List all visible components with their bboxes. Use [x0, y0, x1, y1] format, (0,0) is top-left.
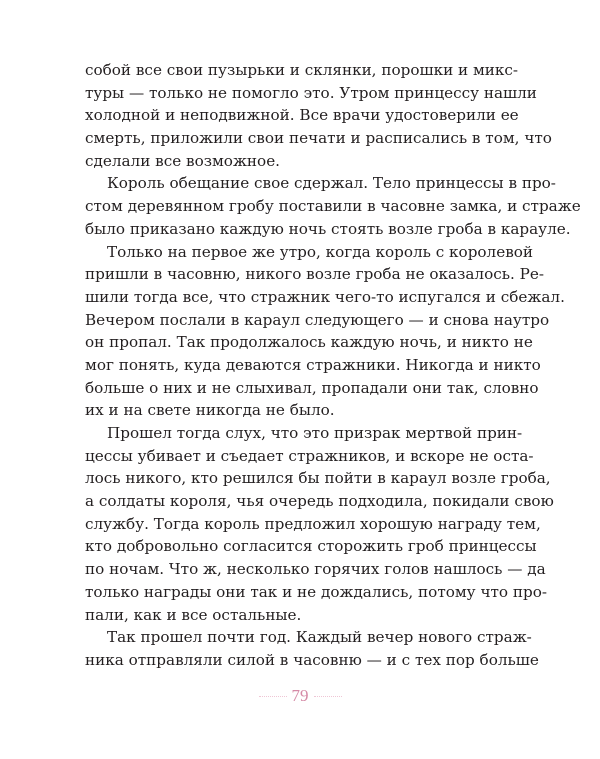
text-line: а солдаты короля, чья очередь подходила, покидали свою — [85, 492, 554, 511]
text-line: холодной и неподвижной. Все врачи удостоверили ее — [85, 106, 519, 125]
text-line: было приказано каждую ночь стоять возле гроба в карауле. — [85, 219, 571, 238]
page-folio — [0, 686, 600, 706]
text-line: кто добровольно согласится сторожить гроб принцессы — [85, 537, 537, 556]
text-line: ника отправляли силой в часовню — и с тех пор больше — [85, 650, 539, 669]
text-line: смерть, приложили свои печати и расписались в том, что — [85, 129, 552, 148]
body-text — [85, 59, 581, 672]
ornament-right — [314, 696, 342, 698]
text-line: больше о них и не слыхивал, пропадали они так, словно — [85, 378, 539, 397]
text-line: службу. Тогда король предложил хорошую награду тем, — [85, 514, 541, 533]
text-line: сделали все возможное. — [85, 151, 281, 170]
text-line: цессы убивает и съедает стражников, и вскоре не оста- — [85, 446, 534, 465]
text-line: Только на первое же утро, когда король с королевой — [107, 242, 534, 261]
ornament-left — [259, 696, 287, 698]
text-line: Король обещание свое сдержал. Тело принцессы в про- — [107, 174, 556, 193]
text-line: он пропал. Так продолжалось каждую ночь, и никто не — [85, 333, 533, 352]
page-number: 79 — [291, 686, 309, 705]
text-line: стом деревянном гробу поставили в часовне замка, и страже — [85, 197, 581, 216]
text-line: Вечером послали в караул следующего — и снова наутро — [85, 310, 550, 329]
text-line: пришли в часовню, никого возле гроба не оказалось. Ре- — [85, 265, 544, 284]
text-line: по ночам. Что ж, несколько горячих голов нашлось — да — [85, 560, 546, 579]
text-line: собой все свои пузырьки и склянки, порошки и микс- — [85, 61, 519, 79]
text-line: туры — только не помогло это. Утром принцессу нашли — [85, 83, 537, 102]
text-line: лось никого, кто решился бы пойти в караул возле гроба, — [85, 469, 551, 488]
text-line: пали, как и все остальные. — [85, 605, 302, 624]
text-line: только награды они так и не дождались, потому что про- — [85, 582, 547, 601]
text-line: их и на свете никогда не было. — [85, 401, 335, 420]
text-line: Так прошел почти год. Каждый вечер нового страж- — [107, 628, 532, 647]
text-line: Прошел тогда слух, что это призрак мертвой прин- — [107, 424, 523, 442]
text-line: мог понять, куда деваются стражники. Никогда и никто — [85, 355, 541, 374]
text-line: шили тогда все, что стражник чего-то испугался и сбежал. — [85, 287, 565, 306]
